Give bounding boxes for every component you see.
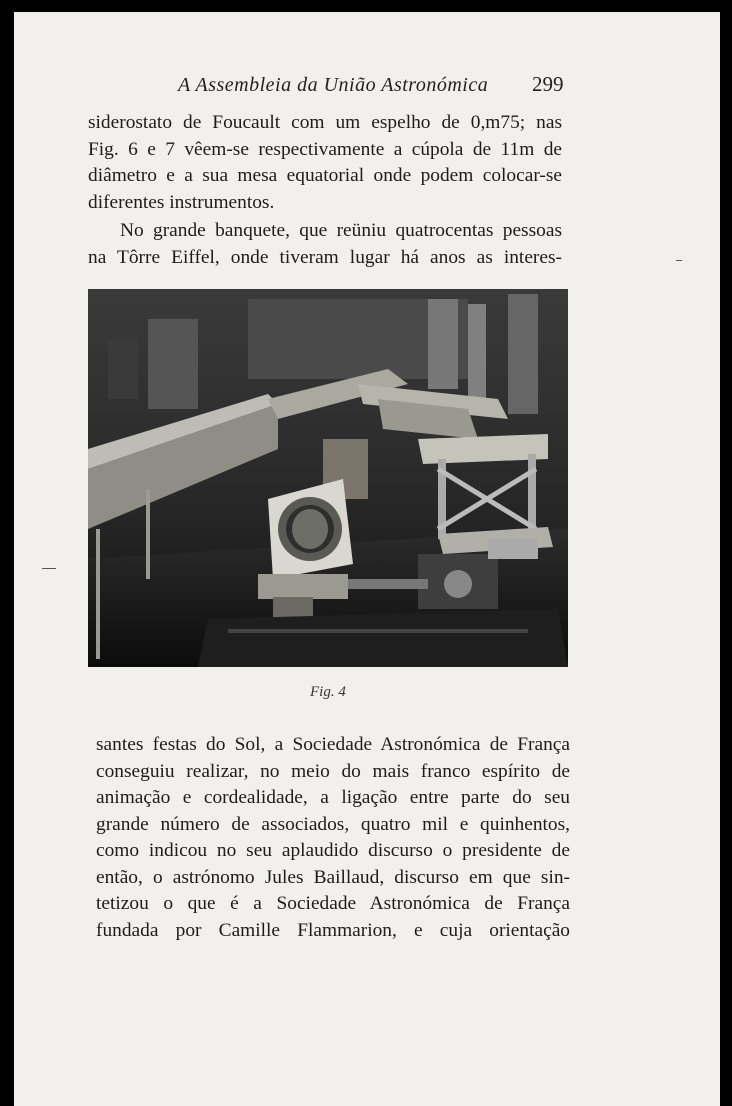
paragraph-2: [88, 218, 562, 271]
text-line: então, o astrónomo Jules Baillaud, discurso em que sin-: [96, 866, 570, 888]
text-line: conseguiu realizar, no meio do mais franco espírito de: [96, 760, 570, 782]
observatory-instruments-photo: [88, 289, 568, 667]
book-page: [10, 12, 722, 1106]
text-line: fundada por Camille Flammarion, e cuja orientação: [96, 919, 570, 941]
running-title: A Assembleia da União Astronómica: [178, 74, 489, 96]
text-line: Fig. 6 e 7 vêem-se respectivamente a cúpola de 11m de: [88, 138, 562, 160]
paragraph-3: [96, 732, 570, 944]
text-line: No grande banquete, que reüniu quatrocentas pessoas: [120, 220, 562, 241]
text-line: na Tôrre Eiffel, onde tiveram lugar há anos as interes-: [88, 246, 562, 268]
text-line: grande número de associados, quatro mil e quinhentos,: [96, 813, 570, 835]
scan-border-left: [0, 0, 14, 1106]
text-line: siderostato de Foucault com um espelho de 0,m75; nas: [88, 112, 562, 133]
text-line: diferentes instrumentos.: [88, 191, 275, 213]
text-line: animação e cordealidade, a ligação entre parte do seu: [96, 787, 570, 808]
text-line: santes festas do Sol, a Sociedade Astronómica de França: [96, 734, 570, 755]
page-header: [10, 64, 722, 94]
figure-caption: Fig. 4: [310, 684, 346, 700]
text-line: diâmetro e a sua mesa equatorial onde podem colocar-se: [88, 165, 562, 186]
figure-photograph: [88, 289, 568, 667]
text-line: como indicou no seu aplaudido discurso o presidente de: [96, 840, 570, 861]
page-number: 299: [532, 72, 564, 96]
scan-border-right: [720, 0, 732, 1106]
margin-mark: [676, 260, 682, 261]
paragraph-1: [88, 110, 562, 216]
text-line: tetizou o que é a Sociedade Astronómica de França: [96, 893, 570, 914]
margin-mark: [42, 568, 56, 569]
